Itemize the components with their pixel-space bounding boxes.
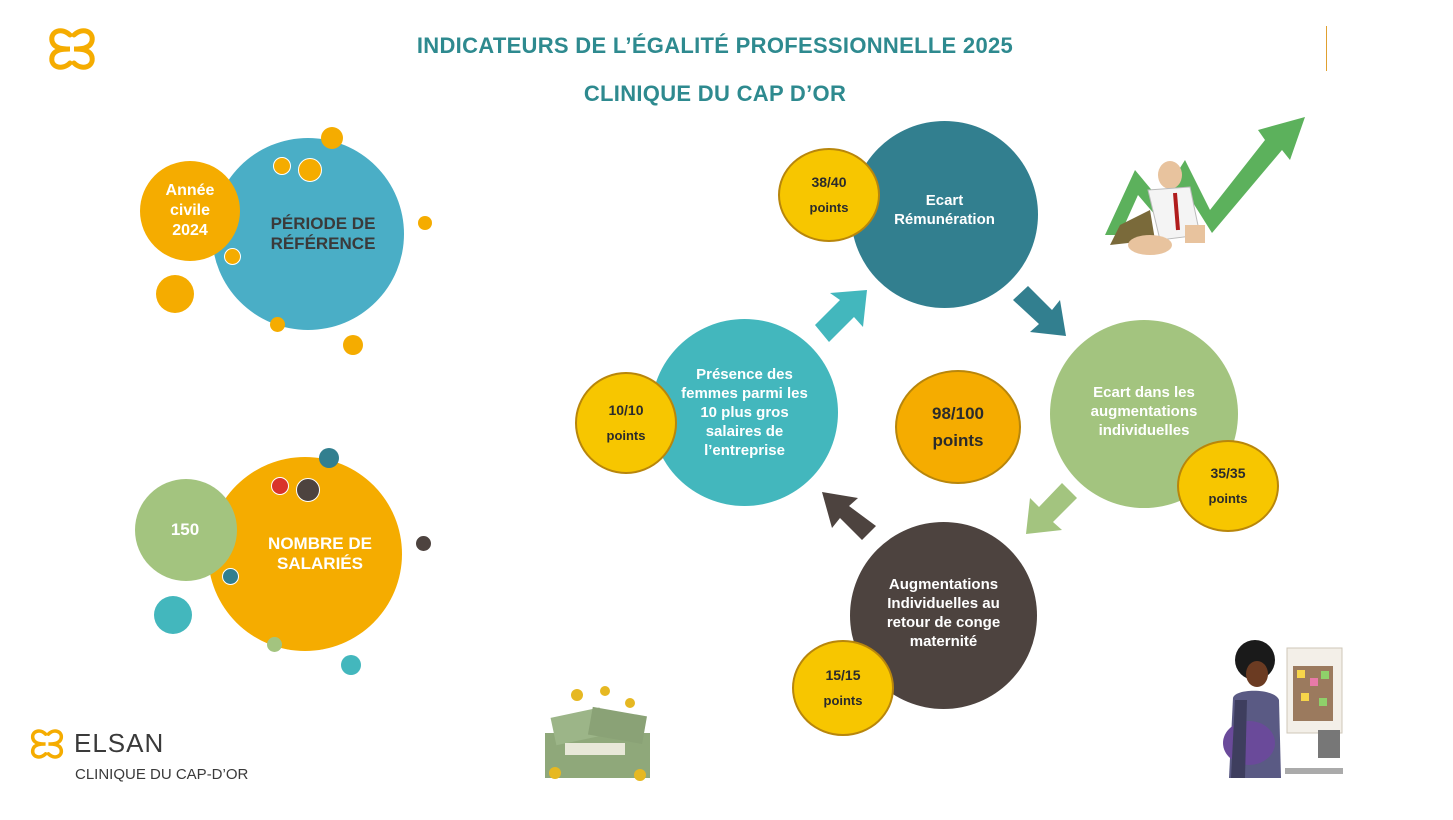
decor-dot — [271, 477, 289, 495]
augmentations-score: 35/35 — [1210, 465, 1246, 481]
page-title: INDICATEURS DE L’ÉGALITÉ PROFESSIONNELLE 2025 — [416, 33, 1014, 58]
arrow-down-right-icon — [1008, 280, 1078, 340]
remuneration-score-badge — [778, 148, 880, 242]
decor-dot — [321, 127, 343, 149]
employees-count: 150 — [170, 520, 200, 539]
decor-dot — [341, 655, 361, 675]
remuneration-score: 38/40 — [811, 174, 847, 190]
augmentations-score-badge — [1177, 440, 1279, 532]
remuneration-label: Ecart Rémunération — [894, 191, 995, 228]
decor-dot — [416, 536, 431, 551]
businessman-growth-icon — [1090, 115, 1310, 265]
presence-score-badge — [575, 372, 677, 474]
maternite-unit: points — [823, 693, 863, 708]
arrow-up-right-icon — [805, 285, 875, 345]
pregnant-worker-icon — [1215, 638, 1343, 783]
presence-score: 10/10 — [608, 402, 644, 418]
augmentations-label: Ecart dans les augmentations individuelles — [1090, 384, 1198, 439]
money-pile-icon — [535, 683, 660, 788]
presence-label: Présence des femmes parmi les 10 plus gros salaires de l’entreprise — [681, 366, 808, 459]
decor-dot — [224, 248, 241, 265]
reference-period-label: PÉRIODE DE RÉFÉRENCE — [270, 214, 376, 253]
presence-unit: points — [606, 428, 646, 443]
footer-brand: ELSAN — [74, 728, 165, 758]
decor-dot — [273, 157, 291, 175]
decor-dot — [267, 637, 282, 652]
employees-label: NOMBRE DE SALARIÉS — [268, 534, 372, 573]
augmentations-unit: points — [1208, 491, 1248, 506]
total-score: 98/100 — [932, 404, 984, 423]
decor-dot — [319, 448, 339, 468]
decor-dot — [154, 596, 192, 634]
reference-year-label: Année civile 2024 — [165, 182, 215, 239]
total-unit: points — [932, 431, 984, 450]
total-score-circle — [895, 370, 1021, 484]
arrow-up-left-icon — [818, 490, 883, 550]
decor-dot — [156, 275, 194, 313]
employees-count-circle — [135, 479, 237, 581]
page-subtitle: CLINIQUE DU CAP D’OR — [583, 81, 847, 106]
arrow-down-left-icon — [1022, 478, 1087, 538]
reference-year-circle — [140, 161, 240, 261]
decor-dot — [296, 478, 320, 502]
decor-dot — [298, 158, 322, 182]
maternite-label: Augmentations Individuelles au retour de conge maternité — [886, 576, 1001, 650]
footer-subtitle: CLINIQUE DU CAP-D’OR — [75, 766, 249, 783]
remuneration-unit: points — [809, 200, 849, 215]
decor-dot — [418, 216, 432, 230]
decor-dot — [343, 335, 363, 355]
decor-dot — [270, 317, 285, 332]
maternite-score-badge — [792, 640, 894, 736]
maternite-score: 15/15 — [825, 667, 861, 683]
elsan-footer-logo-icon — [30, 728, 64, 760]
remuneration-circle — [851, 121, 1038, 308]
decor-dot — [222, 568, 239, 585]
presence-circle — [651, 319, 838, 506]
